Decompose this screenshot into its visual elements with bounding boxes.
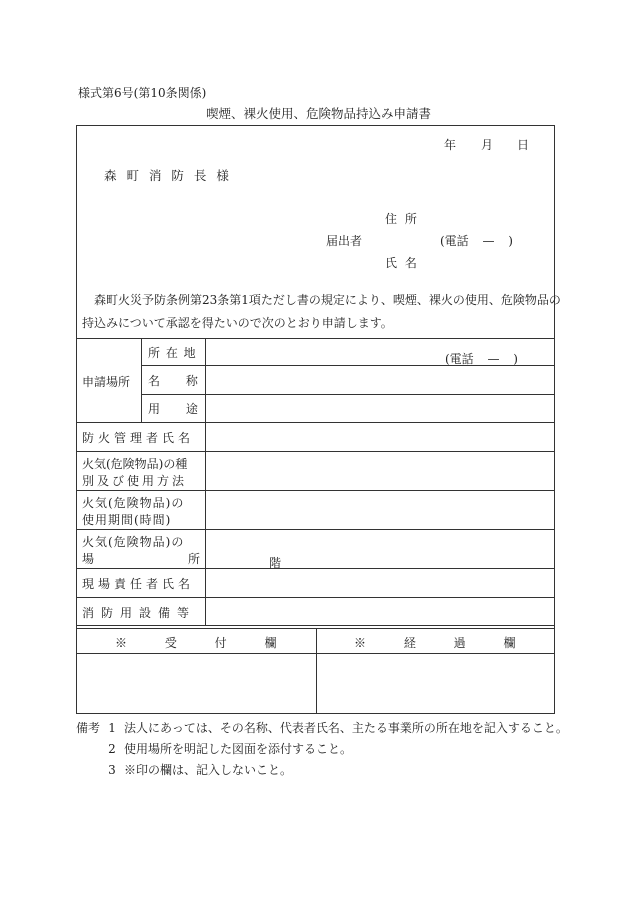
note-item — [76, 760, 568, 781]
floor-suffix: 階 — [269, 556, 282, 570]
site-group-label: 申請場所 — [82, 375, 131, 389]
note-item — [76, 718, 568, 739]
note-number: 3 — [108, 763, 116, 777]
fire-type-field[interactable] — [206, 452, 554, 490]
fire-manager-label: 防火管理者氏名 — [82, 431, 195, 445]
fire-equipment-field[interactable] — [206, 598, 554, 625]
note-item — [76, 739, 568, 760]
addressee: 森 町 消 防 長 様 — [104, 168, 229, 183]
column-divider — [141, 338, 142, 422]
office-column-divider — [316, 628, 317, 714]
body-text-line-1: 森町火災予防条例第23条第1項ただし書の規定により、喫煙、裸火の使用、危険物品の — [94, 293, 561, 307]
applicant-phone: (電話 — ) — [440, 234, 513, 248]
date-year-label: 年 — [444, 138, 457, 152]
onsite-manager-field[interactable] — [206, 569, 554, 597]
place-label-line1: 火気(危険物品)の — [82, 535, 185, 549]
notes-heading: 備考 — [76, 721, 101, 735]
body-text-line-2: 持込みについて承認を得たいので次のとおり申請します。 — [82, 316, 393, 330]
site-use-field[interactable] — [206, 395, 554, 422]
fire-manager-field[interactable] — [206, 423, 554, 451]
notes — [76, 718, 568, 781]
note-number: 1 — [108, 721, 116, 735]
period-label-line1: 火気(危険物品)の — [82, 496, 185, 510]
note-number: 2 — [108, 742, 116, 756]
site-use-label: 用 途 — [148, 402, 198, 416]
fire-type-label-line2: 別及び使用方法 — [82, 474, 188, 488]
site-location-label: 所 在 地 — [148, 346, 196, 360]
name-label: 氏 名 — [385, 256, 417, 270]
fire-equipment-label: 消防用設備等 — [82, 606, 197, 620]
applicant-label: 届出者 — [326, 234, 363, 248]
fire-type-label-line1: 火気(危険物品)の種 — [82, 457, 188, 471]
progress-header: ※ 経 過 欄 — [354, 636, 516, 650]
address-label: 住 所 — [385, 212, 417, 226]
period-field[interactable] — [206, 491, 554, 529]
note-text: 法人にあっては、その名称、代表者氏名、主たる事業所の所在地を記入すること。 — [124, 721, 568, 735]
place-label-line2: 場 所 — [82, 552, 200, 566]
note-text: ※印の欄は、記入しないこと。 — [124, 763, 293, 777]
reception-header: ※ 受 付 欄 — [115, 636, 277, 650]
site-name-label: 名 称 — [148, 374, 198, 388]
site-name-field[interactable] — [206, 366, 554, 394]
place-field[interactable] — [206, 530, 554, 568]
date-month-label: 月 — [481, 138, 494, 152]
form-title: 喫煙、裸火使用、危険物品持込み申請書 — [206, 106, 432, 121]
period-label-line2: 使用期間(時間) — [82, 513, 172, 527]
note-text: 使用場所を明記した図面を添付すること。 — [124, 742, 353, 756]
row-divider — [76, 625, 555, 626]
form-number: 様式第6号(第10条関係) — [78, 86, 207, 100]
onsite-manager-label: 現場責任者氏名 — [82, 577, 195, 591]
date-day-label: 日 — [517, 138, 530, 152]
site-phone: (電話 — ) — [445, 352, 518, 366]
site-location-field[interactable] — [206, 339, 554, 365]
